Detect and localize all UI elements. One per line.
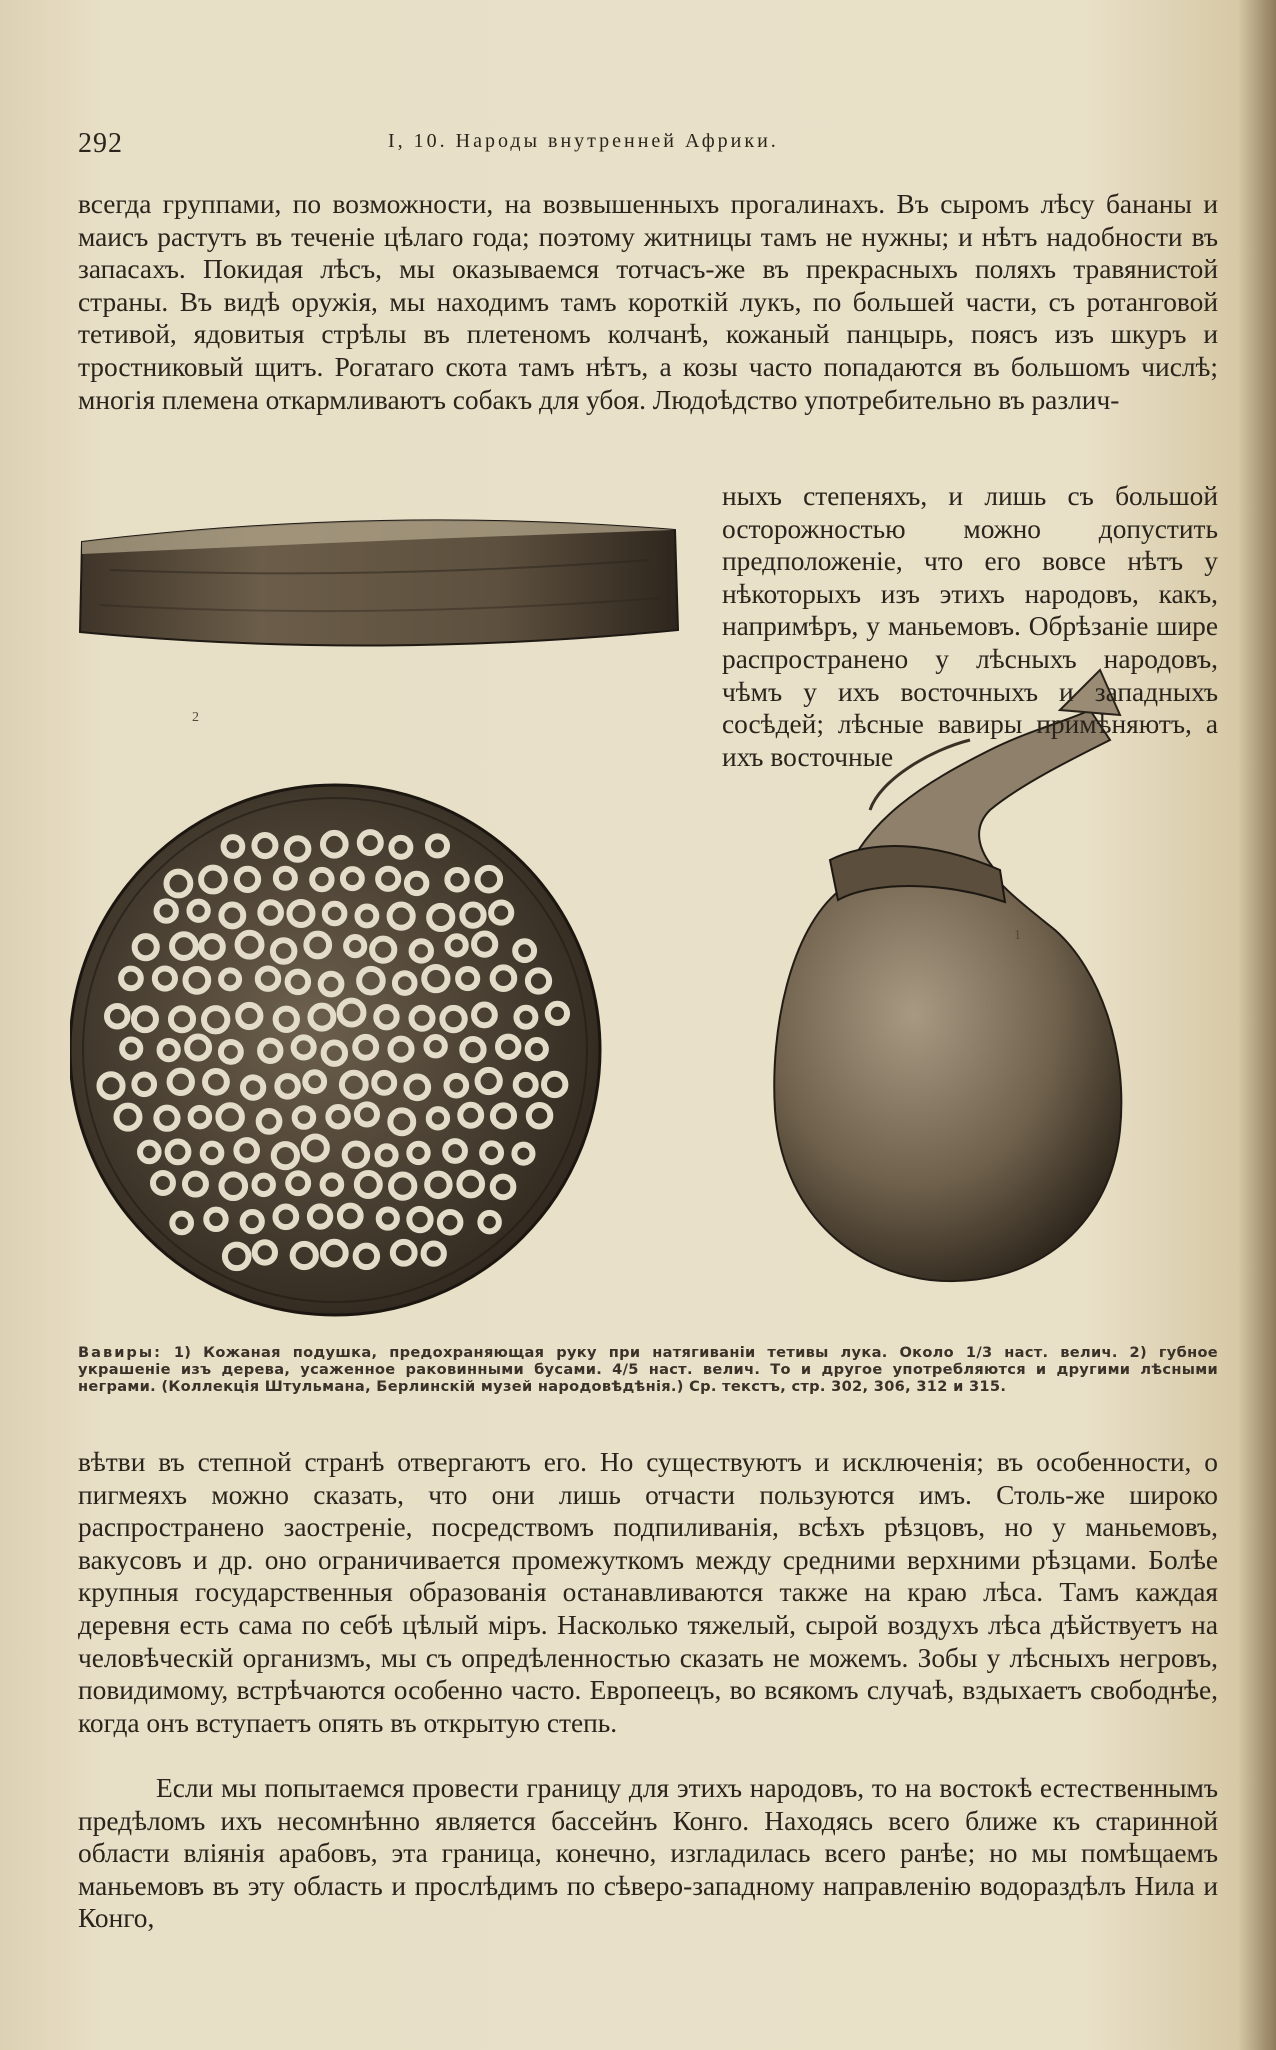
figure-label-1: 1 (1014, 928, 1021, 943)
figure-caption (78, 1344, 1218, 1395)
paragraph-bottom-1: вѣтви въ степной странѣ отвергаютъ его. Но существуютъ и исключенія; въ особенности, о пигмеяхъ можно сказать, что они лишь отчасти пользуются имъ. Столь-же широко распространено заостреніе, посредствомъ подпиливанія, всѣхъ рѣзцовъ, но у маньемовъ, вакусовъ и др. оно ограничивается промежуткомъ между средними верхними рѣзцами. Болѣе крупныя государственныя образованія останавливаются также на краю лѣса. Тамъ каждая деревня есть сама по себѣ цѣлый міръ. Насколько тяжелый, сырой воздухъ лѣса дѣйствуетъ на человѣческій организмъ, мы съ опредѣленностью сказать не можемъ. Зобы у лѣсныхъ негровъ, повидимому, встрѣчаются особенно часто. Европеецъ, во всякомъ случаѣ, вздыхаетъ свободнѣе, когда онъ вступаетъ опять въ открытую степь. (78, 1447, 1218, 1738)
paragraph-top: всегда группами, по возможности, на возвышенныхъ прогалинахъ. Въ сыромъ лѣсу бананы и маисъ растутъ въ теченіе цѣлаго года; поэтому житницы тамъ не нужны; и нѣтъ надобности въ запасахъ. Покидая лѣсъ, мы оказываемся тотчасъ-же въ прекрасныхъ поляхъ травянистой страны. Въ видѣ оружія, мы находимъ тамъ короткій лукъ, по большей части, съ ротанговой тетивой, ядовитыя стрѣлы въ плетеномъ колчанѣ, кожаный панцырь, поясъ изъ шкуръ и тростниковый щитъ. Рогатаго скота тамъ нѣтъ, а козы часто попадаются въ большомъ числѣ; многія племена откармливаютъ собакъ для убоя. Людоѣдство употребительно въ различ- (78, 189, 1218, 415)
page-header (78, 128, 1218, 168)
caption-body: 1) Кожаная подушка, предохраняющая руку при натягиваніи тетивы лука. Около 1/3 наст. велич. 2) губное украшеніе изъ дерева, усаженное раковинными бусами. 4/5 наст. велич. То и другое употребляются и другими лѣсными неграми. (Коллекція Штульмана, Берлинскій музей народовѣдѣнія.) Ср. текстъ, стр. 302, 306, 312 и 315. (78, 1344, 1218, 1395)
lip-ornament-front-view (70, 785, 600, 1315)
running-head: I, 10. Народы внутренней Африки. (388, 130, 779, 152)
paragraph-bottom-2: Если мы попытаемся провести границу для этихъ народовъ, то на востокѣ естественнымъ предѣломъ ихъ несомнѣнно является бассейнъ Конго. Находясь всего ближе къ старинной области вліянія арабовъ, эта граница, конечно, изгладилась всего ранѣе; но мы помѣщаемъ маньемовъ въ эту область и прослѣдимъ по сѣверо-западному направленію водораздѣлъ Нила и Конго, (78, 1773, 1218, 1934)
lip-ornament-side-view (80, 520, 678, 645)
figure-label-2: 2 (192, 710, 199, 725)
paragraph-side: ныхъ степеняхъ, и лишь съ большой осторожностью можно допустить предположеніе, что его вовсе нѣтъ у нѣкоторыхъ изъ этихъ народовъ, какъ, напримѣръ, у маньемовъ. Обрѣзаніе шире распространено у лѣсныхъ народовъ, чѣмъ у ихъ восточныхъ и западныхъ сосѣдей; лѣсные вавиры примѣняютъ, а ихъ восточные (722, 481, 1218, 772)
page-number: 292 (78, 128, 123, 159)
caption-lead: Вавиры: (78, 1344, 162, 1361)
